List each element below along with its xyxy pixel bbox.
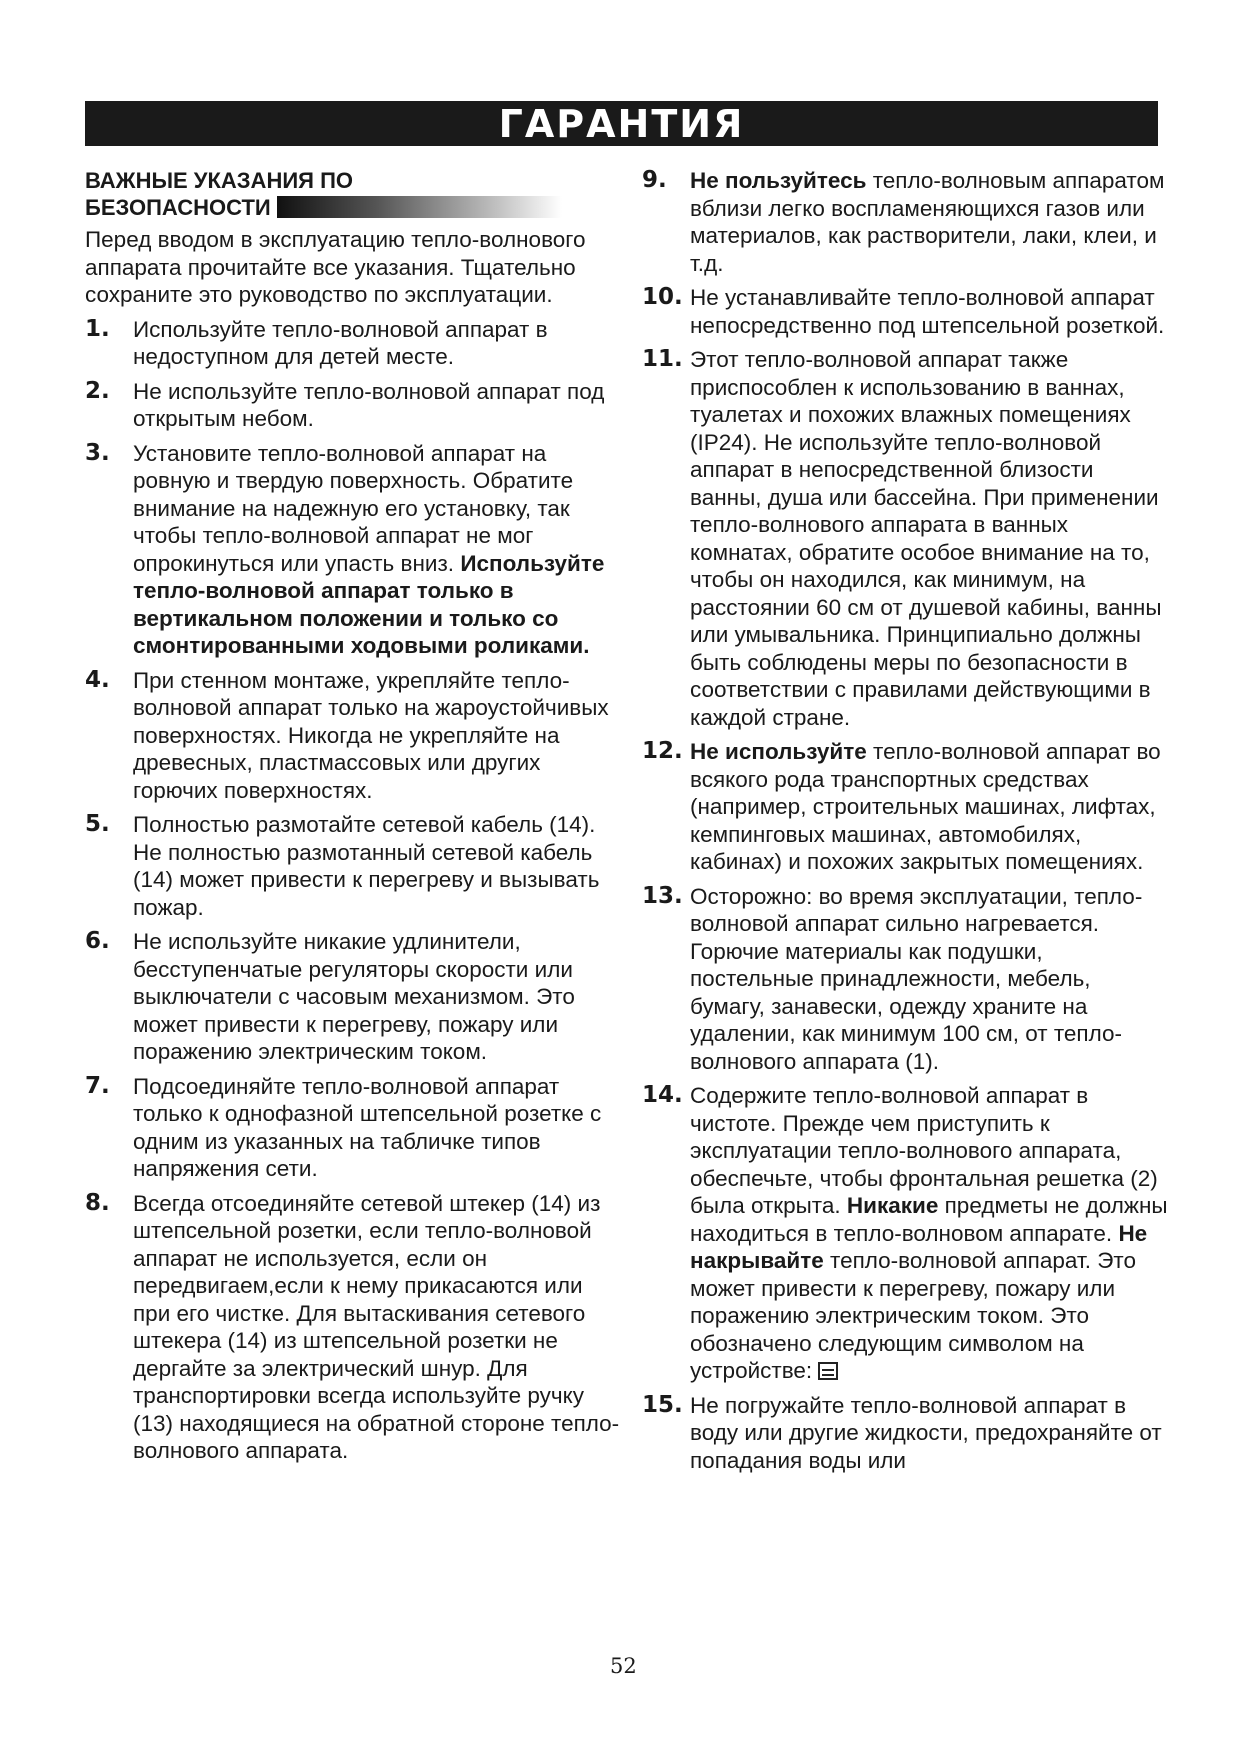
item-text: Содержите тепло-волновой аппарат в чистоте. Прежде чем приступить к эксплуатации тепло-волнового аппарата, обеспечьте, чтобы фронтальная решетка (2) была открыта.: [690, 1083, 1158, 1218]
list-item: [642, 883, 1170, 1076]
list-item: [85, 1073, 620, 1183]
item-number: 6.: [85, 928, 110, 954]
item-number: 11.: [642, 346, 683, 372]
list-item: [85, 667, 620, 805]
page-title-banner: ГАРАНТИЯ: [85, 101, 1158, 146]
page-number: 52: [610, 1654, 637, 1678]
item-number: 15.: [642, 1391, 683, 1418]
item-number: 14.: [642, 1082, 683, 1108]
item-bold-text: Не пользуйтесь: [690, 168, 867, 193]
item-number: 10.: [642, 284, 683, 310]
right-column: [642, 167, 1170, 1481]
list-item: [85, 316, 620, 371]
section-title: [85, 167, 620, 221]
item-bold-text: Используйте тепло-волновой аппарат только в вертикальном положении и только со смонтированными ходовыми роликами.: [133, 550, 605, 658]
item-text: Не используйте никакие удлинители, бесступенчатые регуляторы скорости или выключатели с часовым механизмом. Это может привести к перегреву, пожару или поражению электрическим током.: [133, 929, 575, 1064]
list-item: [642, 738, 1170, 876]
item-text: Осторожно: во время эксплуатации, тепло-волновой аппарат сильно нагревается. Горючие материалы как подушки, постельные принадлежности, мебель, бумагу, занавески, одежду храните на удалении, как минимум 100 см, от тепло-волнового аппарата (1).: [690, 883, 1143, 1074]
item-text: тепло-волновой аппарат во всякого рода транспортных средствах (например, строительных машинах, лифтах, кемпинговых машинах, автомобилях, кабинах) и похожих закрытых помещениях.: [690, 739, 1161, 874]
item-number: 8.: [85, 1189, 110, 1216]
left-column: [85, 167, 620, 1472]
item-bold-text-2: Не накрывайте: [690, 1220, 1148, 1273]
intro-paragraph: Перед вводом в эксплуатацию тепло-волнового аппарата прочитайте все указания. Тщательно сохраните это руководство по эксплуатации.: [85, 227, 586, 307]
list-item: [85, 440, 620, 660]
item-number: 12.: [642, 738, 683, 764]
item-text: Не используйте тепло-волновой аппарат под открытым небом.: [133, 378, 605, 431]
item-bold-text: Не используйте: [690, 739, 867, 764]
section-title-line2: БЕЗОПАСНОСТИ: [85, 195, 271, 220]
item-number: 4.: [85, 666, 110, 693]
list-item: [85, 1190, 620, 1465]
gradient-bar: [277, 196, 562, 218]
item-number: 5.: [85, 811, 110, 837]
item-text: Полностью размотайте сетевой кабель (14). Не полностью размотанный сетевой кабель (14) может привести к перегреву и вызывать пожар.: [133, 812, 600, 920]
item-text: Не погружайте тепло-волновой аппарат в воду или другие жидкости, предохраняйте от попадания воды или: [690, 1392, 1162, 1473]
list-item: [642, 346, 1170, 731]
item-bold-text: Никакие: [846, 1193, 939, 1218]
item-number: 13.: [642, 882, 683, 909]
list-item: [642, 1392, 1170, 1475]
list-item: [85, 378, 620, 433]
list-item: [642, 1082, 1170, 1385]
item-text: Всегда отсоединяйте сетевой штекер (14) из штепсельной розетки, если тепло-волновой аппарат не используется, если он передвигаем,если к нему прикасаются или при его чистке. Для вытаскивания сетевого штекера (14) из штепсельной розетки не дергайте за электрический шнур. Для транспортировки всегда используйте ручку (13) находящиеся на обратной стороне тепло-волнового аппарата.: [133, 1190, 620, 1463]
item-text-2: предметы не должны находиться в тепло-волновом аппарате.: [690, 1193, 1168, 1246]
list-item: [642, 167, 1170, 277]
do-not-cover-icon: [818, 1362, 838, 1380]
item-text: Используйте тепло-волновой аппарат в недоступном для детей месте.: [133, 316, 548, 369]
section-title-line1: ВАЖНЫЕ УКАЗАНИЯ ПО: [85, 168, 353, 193]
item-text: Этот тепло-волновой аппарат также приспособлен к использованию в ваннах, туалетах и похожих влажных помещениях (IP24). Не используйте тепло-волновой аппарат в непосредственной близости ванны, душа или бассейна. При применении тепло-волнового аппарата в ванных комнатах, обратите особое внимание на то, чтобы он находился, как минимум, на расстоянии 60 см от душевой кабины, ванны или умывальника. Принципиально должны быть соблюдены меры по безопасности в соответствии с правилами действующими в каждой стране.: [690, 347, 1162, 730]
item-number: 2.: [85, 377, 110, 404]
item-text: Не устанавливайте тепло-волновой аппарат непосредственно под штепсельной розеткой.: [690, 285, 1165, 338]
item-text-3: тепло-волновой аппарат. Это может привести к перегреву, пожару или поражению электрическим током. Это обозначено следующим символом на устройстве:: [690, 1248, 1136, 1383]
item-text: тепло-волновым аппаратом вблизи легко воспламеняющихся газов или материалов, как растворители, лаки, клеи, и т.д.: [690, 168, 1165, 276]
item-number: 1.: [85, 315, 110, 342]
item-text: Подсоединяйте тепло-волновой аппарат только к однофазной штепсельной розетке с одним из указанных на табличке типов напряжения сети.: [133, 1073, 602, 1181]
item-number: 9.: [642, 167, 667, 193]
list-item: [85, 928, 620, 1066]
item-number: 3.: [85, 439, 110, 466]
item-text: При стенном монтаже, укрепляйте тепло-волновой аппарат только на жароустойчивых поверхностях. Никогда не укрепляйте на древесных, пластмассовых или других горючих поверхностях.: [133, 667, 609, 803]
item-text: Установите тепло-волновой аппарат на ровную и твердую поверхность. Обратите внимание на надежную его установку, так чтобы тепло-волновой аппарат не мог опрокинуться или упасть вниз.: [133, 440, 574, 576]
list-item: [642, 284, 1170, 339]
item-number: 7.: [85, 1072, 110, 1099]
list-item: [85, 811, 620, 921]
